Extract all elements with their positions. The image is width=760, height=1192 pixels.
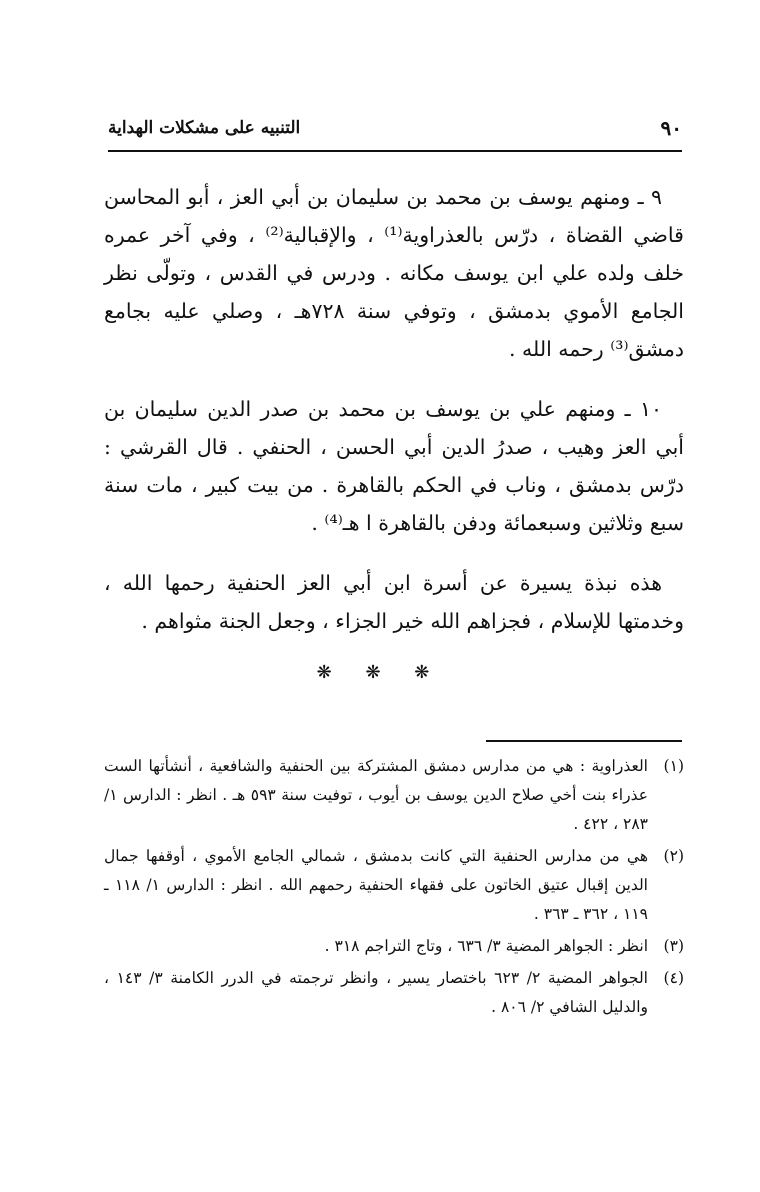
header-rule	[108, 150, 682, 152]
footnote-number: (٣)	[663, 937, 684, 955]
footnote-text: الجواهر المضية ٢/ ٦٢٣ باختصار يسير ، وانظر ترجمته في الدرر الكامنة ٣/ ١٤٣ ، والدليل الشافي ٢/ ٨٠٦ .	[104, 969, 648, 1016]
footnote-number: (٤)	[663, 969, 684, 987]
main-text	[104, 178, 684, 662]
footnote-4	[104, 964, 684, 1022]
paragraph-conclusion: هذه نبذة يسيرة عن أسرة ابن أبي العز الحنفية رحمها الله ، وخدمتها للإسلام ، فجزاهم الله خير الجزاء ، وجعل الجنة مثواهم .	[104, 571, 684, 633]
footnote-2	[104, 842, 684, 929]
page-header	[108, 112, 682, 152]
footnote-3	[104, 932, 684, 961]
paragraph-biography-10: ١٠ ـ ومنهم علي بن يوسف بن محمد بن صدر الدين سليمان بن أبي العز وهيب ، صدرُ الدين أبي الحسن ، الحنفي . قال القرشي : درّس بدمشق ، وناب في الحكم بالقاهرة . من بيت كبير ، مات سنة سبع وثلاثين وسبعمائة ودفن بالقاهرة ا هـ⁽⁴⁾ .	[104, 397, 684, 535]
footnote-rule	[486, 740, 682, 742]
footnote-text: العذراوية : هي من مدارس دمشق المشتركة بين الحنفية والشافعية ، أنشأتها الست عذراء بنت أخي صلاح الدين يوسف بن أيوب ، توفيت سنة ٥٩٣ هـ . انظر : الدارس ١/ ٢٨٣ ، ٤٢٢ .	[104, 757, 648, 833]
page-number: ٩٠	[660, 116, 682, 140]
footnote-1	[104, 752, 684, 839]
paragraph-biography-9: ٩ ـ ومنهم يوسف بن محمد بن سليمان بن أبي العز ، أبو المحاسن قاضي القضاة ، درّس بالعذراوية⁽¹⁾ ، والإقبالية⁽²⁾ ، وفي آخر عمره خلف ولده علي ابن يوسف مكانه . ودرس في القدس ، وتولّى نظر الجامع الأموي بدمشق ، وتوفي سنة ٧٢٨هـ ، وصلي عليه بجامع دمشق⁽³⁾ رحمه الله .	[104, 185, 685, 361]
footnotes	[104, 752, 684, 1025]
running-title: التنبيه على مشكلات الهداية	[108, 118, 301, 138]
footnote-number: (٢)	[663, 847, 684, 865]
footnote-text: انظر : الجواهر المضية ٣/ ٦٣٦ ، وتاج التراجم ٣١٨ .	[324, 937, 648, 955]
footnote-text: هي من مدارس الحنفية التي كانت بدمشق ، شمالي الجامع الأموي ، أوقفها جمال الدين إقبال عتيق الخاتون على فقهاء الحنفية رحمهم الله . انظر : الدارس ١/ ١١٨ ـ ١١٩ ، ٣٦٢ ـ ٣٦٣ .	[104, 847, 648, 923]
section-separator: ❋ ❋ ❋	[316, 662, 444, 683]
footnote-number: (١)	[663, 757, 684, 775]
